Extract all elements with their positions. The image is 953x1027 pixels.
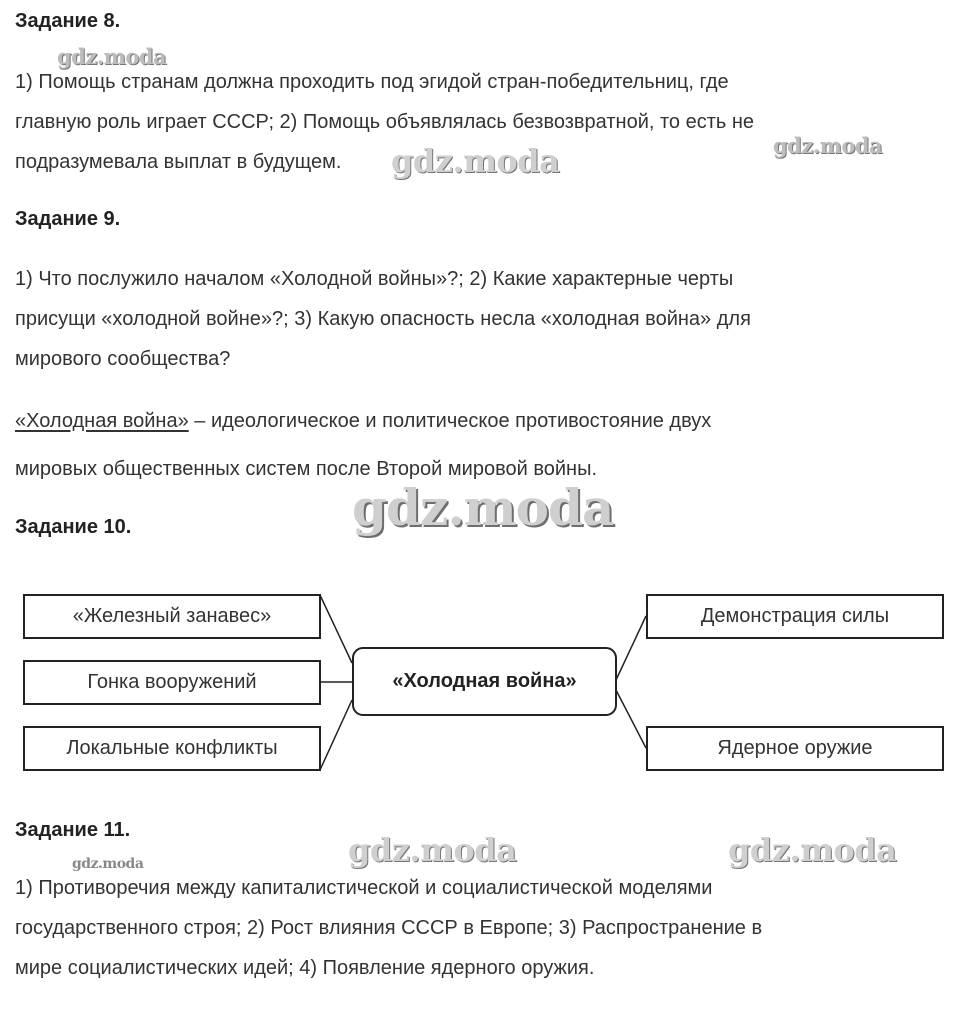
task-9-line: мирового сообщества? (15, 348, 231, 370)
watermark-logo: gdz.moda (72, 856, 144, 872)
task-9-line: присущи «холодной войне»?; 3) Какую опасность несла «холодная война» для (15, 308, 751, 330)
task-8-line: 1) Помощь странам должна проходить под эгидой стран-победительниц, где (15, 71, 729, 93)
connector-line (320, 700, 352, 770)
watermark-logo: gdz.moda (728, 831, 897, 869)
watermark-logo: gdz.moda (352, 478, 614, 537)
diagram-node-iron-curtain: «Железный занавес» (23, 594, 321, 639)
definition-term: «Холодная война» (15, 410, 189, 432)
diagram-center-cold-war: «Холодная война» (352, 647, 617, 716)
watermark-logo: gdz.moda (773, 133, 883, 158)
watermark-logo: gdz.moda (391, 142, 560, 180)
task-10-heading: Задание 10. (15, 516, 132, 538)
definition-text: – идеологическое и политическое противостояние двух (188, 410, 712, 432)
task-11-answer (15, 868, 762, 988)
task-8-heading: Задание 8. (15, 10, 121, 32)
task-11-heading: Задание 11. (15, 819, 131, 841)
connector-line (616, 616, 646, 680)
definition-line: мировых общественных систем после Второй мировой войны. (15, 458, 598, 480)
watermark-logo: gdz.moda (57, 44, 167, 69)
task-9-line: 1) Что послужило началом «Холодной войны»?; 2) Какие характерные черты (15, 268, 734, 290)
task-8-line: главную роль играет СССР; 2) Помощь объявлялась безвозвратной, то есть не (15, 111, 755, 133)
task-11-line: государственного строя; 2) Рост влияния СССР в Европе; 3) Распространение в (15, 917, 763, 939)
task-11-line: 1) Противоречия между капиталистической и социалистической моделями (15, 877, 713, 899)
task-11-line: мире социалистических идей; 4) Появление ядерного оружия. (15, 957, 595, 979)
diagram-node-nuclear-weapons: Ядерное оружие (646, 726, 944, 771)
task-9-heading: Задание 9. (15, 208, 121, 230)
connector-line (616, 690, 646, 748)
connector-line (320, 595, 352, 663)
task-8-line: подразумевала выплат в будущем. (15, 151, 342, 173)
diagram-node-local-conflicts: Локальные конфликты (23, 726, 321, 771)
watermark-logo: gdz.moda (348, 831, 517, 869)
diagram-node-arms-race: Гонка вооружений (23, 660, 321, 705)
diagram-node-show-of-force: Демонстрация силы (646, 594, 944, 639)
